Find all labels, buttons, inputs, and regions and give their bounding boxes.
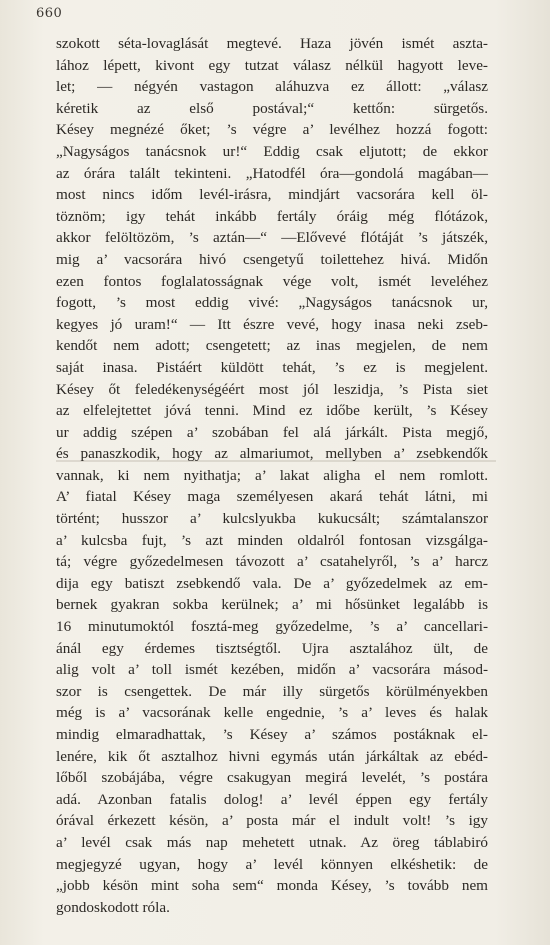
text-line: az elfelejtettet jóvá tenni. Mind ez időbe került, ’s Késey <box>56 402 488 420</box>
text-line: bernek gyakran sokba kerülnek; a’ mi hősünket legalább is <box>56 596 488 614</box>
text-line: „Nagyságos tanácsnok ur!“ Eddig csak eljutott; de ekkor <box>56 142 488 160</box>
text-line: let; — négyén vastagon aláhuzva ez állott: „válasz <box>56 78 488 96</box>
text-line: a’ levél csak más nap mehetett utnak. Az öreg táblabiró <box>56 833 488 851</box>
text-line: vannak, ki nem nyithatja; a’ lakat aligha el nem romlott. <box>56 466 488 484</box>
text-line: megjegyzé ugyan, hogy a’ levél könnyen elkéshetik: de <box>56 855 488 873</box>
text-line: alig volt a’ toll ismét kezében, midőn a’ vacsorára másod- <box>56 661 488 679</box>
text-line: ur addig szépen a’ szobában fel alá járkált. Pista megjő, <box>56 423 488 441</box>
text-line: A’ fiatal Késey maga személyesen akará tehát látni, mi <box>56 488 488 506</box>
text-line: mig a’ vacsorára hivó csengetyű toilettehez hivá. Midőn <box>56 250 488 268</box>
text-line: lenére, kik őt asztalhoz hivni egymás után járkáltak az ebéd- <box>56 747 488 765</box>
text-line: lőből szobájába, végre csakugyan megirá levelét, ’s postára <box>56 769 488 787</box>
text-line: Késey megnézé őket; ’s végre a’ levélhez hozzá fogott: <box>56 121 488 139</box>
text-line: még is a’ vacsorának kelle engednie, ’s a’ leves és halak <box>56 704 488 722</box>
text-line: most nincs időm levél-irásra, mindjárt vacsorára kell öl- <box>56 186 488 204</box>
text-line: fogott, ’s most eddig vivé: „Nagyságos tanácsnok ur, <box>56 294 488 312</box>
text-line: kendőt nem adott; csengetett; az inas megjelen, de nem <box>56 337 488 355</box>
text-line: mindig elmaradhattak, ’s Késey a’ számos postáknak el- <box>56 726 488 743</box>
text-line: Késey őt feledékenységéért most jól leszidja, ’s Pista siet <box>56 380 488 398</box>
text-line: gondoskodott róla. <box>56 898 170 916</box>
text-line: töznöm; igy tehát inkább fertály óráig még flótázok, <box>56 207 488 225</box>
text-line: történt; husszor a’ kulcslyukba kukucsált; számtalanszor <box>56 510 488 528</box>
text-line: szokott séta-lovaglását megtevé. Haza jövén ismét aszta- <box>56 35 488 52</box>
text-line: ezen fontos foglalatosságnak vége volt, ismét leveléhez <box>56 272 488 290</box>
text-line: adá. Azonban fatalis dolog! a’ levél éppen egy fertály <box>56 790 488 808</box>
body-text <box>56 33 488 918</box>
page-number: 660 <box>36 6 63 21</box>
text-line: saját inasa. Pistáért küldött tehát, ’s ez is megjelent. <box>56 358 488 376</box>
text-line: órával érkezett késön, a’ posta már el indult volt! ’s igy <box>56 812 488 830</box>
text-line: lához lépett, kivont egy tutzat válasz nélkül hagyott leve- <box>56 56 488 74</box>
text-line: tá; végre győzedelmesen távozott a’ csatahelyről, ’s a’ harcz <box>56 553 488 571</box>
text-line: „jobb késön mint soha sem“ monda Késey, ’s tovább nem <box>56 877 488 895</box>
text-line: akkor felöltözöm, ’s aztán—“ —Elővevé flótáját ’s játszék, <box>56 229 488 247</box>
text-line: az órára talált tekinteni. „Hatodfél óra—gondolá magában— <box>56 164 488 182</box>
text-line: kéretik az első postával;“ kettőn: sürgetős. <box>56 99 488 117</box>
text-line: 16 minutumoktól fosztá-meg győzedelme, ’s a’ cancellari- <box>56 618 488 636</box>
text-line: dija egy batiszt zsebkendő vala. De a’ győzedelmek az em- <box>56 574 488 592</box>
text-line: és panaszkodik, hogy az almariumot, mellyben a’ zsebkendők <box>56 445 488 463</box>
text-line: kegyes jó uram!“ — Itt észre vevé, hogy inasa neki zseb- <box>56 315 488 333</box>
text-line: ánál egy érdemes tisztségtől. Ujra asztalához ült, de <box>56 639 488 657</box>
text-line: a’ kulcsba fujt, ’s azt minden oldalról fontosan vizsgálga- <box>56 531 488 549</box>
text-line: szor is csengettek. De már illy sürgetős körülményekben <box>56 682 488 700</box>
